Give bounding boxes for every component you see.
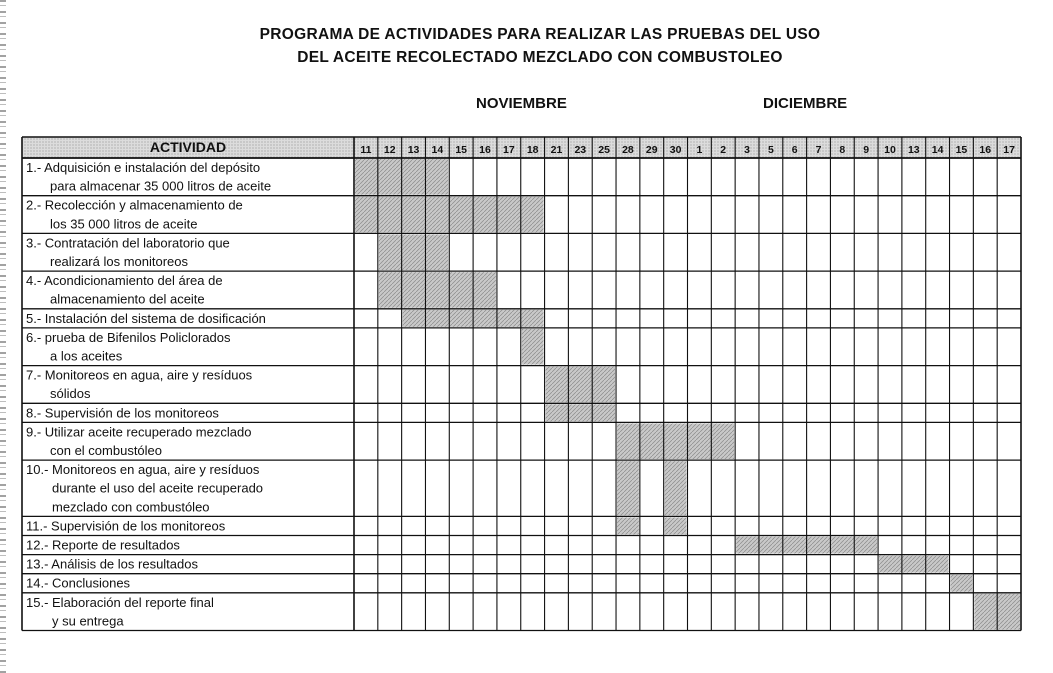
day-header: 8 bbox=[839, 144, 846, 156]
activity-label: 12.- Reporte de resultados bbox=[26, 537, 180, 553]
day-header: 10 bbox=[884, 144, 896, 156]
activity-bar bbox=[617, 517, 639, 534]
day-header: 28 bbox=[622, 144, 634, 156]
activity-label: 6.- prueba de Bifenilos Policlorados bbox=[26, 329, 231, 345]
activity-column-header: ACTIVIDAD bbox=[149, 139, 227, 155]
day-header: 16 bbox=[479, 144, 491, 156]
activity-label-continuation: con el combustóleo bbox=[50, 443, 163, 458]
activity-bar bbox=[546, 404, 615, 421]
day-header: 9 bbox=[863, 144, 870, 156]
activity-label: 14.- Conclusiones bbox=[26, 575, 131, 591]
day-header: 1 bbox=[696, 144, 703, 156]
activity-label: 7.- Monitoreos en agua, aire y resíduos bbox=[26, 367, 253, 383]
activity-label-continuation: y su entrega bbox=[52, 613, 124, 629]
activity-bar bbox=[879, 556, 948, 573]
day-header: 12 bbox=[383, 144, 396, 156]
activity-bar bbox=[379, 234, 448, 270]
activity-label: 4.- Acondicionamiento del área de bbox=[26, 273, 223, 289]
activity-bar bbox=[617, 461, 639, 515]
activity-label: 3.- Contratación del laboratorio que bbox=[26, 235, 230, 251]
activity-bar bbox=[665, 517, 687, 534]
document-title-line-1: PROGRAMA DE ACTIVIDADES PARA REALIZAR LAS PRUEBAS DEL USO bbox=[259, 26, 821, 43]
activity-label-continuation: realizará los monitoreos bbox=[50, 254, 189, 269]
activity-bar bbox=[546, 367, 615, 403]
day-header: 7 bbox=[815, 144, 822, 156]
day-header: 5 bbox=[767, 144, 774, 156]
day-header: 13 bbox=[407, 144, 420, 156]
activity-label-continuation: mezclado con combustóleo bbox=[52, 499, 210, 515]
activity-bar bbox=[665, 461, 687, 515]
day-header: 16 bbox=[979, 144, 992, 156]
day-header: 18 bbox=[526, 144, 539, 156]
day-header: 17 bbox=[502, 144, 515, 156]
day-header: 2 bbox=[720, 144, 727, 156]
day-header: 14 bbox=[931, 144, 944, 156]
day-header: 6 bbox=[791, 144, 798, 156]
day-header: 29 bbox=[645, 144, 658, 156]
month-december: DICIEMBRE bbox=[763, 95, 848, 112]
day-header: 17 bbox=[1003, 144, 1015, 156]
day-header: 13 bbox=[907, 144, 920, 156]
document-title-line-2: DEL ACEITE RECOLECTADO MEZCLADO CON COMBUSTOLEO bbox=[297, 49, 783, 66]
activity-label: 2.- Recolección y almacenamiento de bbox=[26, 197, 243, 213]
month-november: NOVIEMBRE bbox=[476, 95, 567, 112]
activity-label: 9.- Utilizar aceite recuperado mezclado bbox=[26, 424, 252, 440]
day-header: 14 bbox=[431, 144, 444, 156]
activity-label-continuation: para almacenar 35 000 litros de aceite bbox=[50, 178, 272, 194]
activity-label-continuation: sólidos bbox=[50, 386, 91, 402]
day-header: 11 bbox=[360, 144, 372, 156]
day-header: 15 bbox=[955, 144, 968, 156]
day-header: 21 bbox=[550, 144, 563, 156]
day-header: 25 bbox=[598, 144, 610, 156]
activity-label: 13.- Análisis de los resultados bbox=[26, 556, 198, 572]
activity-label: 15.- Elaboración del reporte final bbox=[26, 594, 214, 610]
activity-label: 5.- Instalación del sistema de dosificación bbox=[26, 310, 266, 326]
activity-bar bbox=[951, 575, 973, 592]
day-header: 30 bbox=[669, 144, 682, 156]
activity-label-continuation: a los aceites bbox=[50, 348, 123, 364]
activity-label: 8.- Supervisión de los monitoreos bbox=[26, 405, 219, 421]
day-header: 3 bbox=[744, 144, 750, 156]
activity-label: 11.- Supervisión de los monitoreos bbox=[26, 518, 226, 534]
activity-label: 1.- Adquisición e instalación del depósito bbox=[26, 160, 261, 175]
day-header: 23 bbox=[574, 144, 587, 156]
activity-label-continuation: almacenamiento del aceite bbox=[50, 291, 205, 307]
activity-bar bbox=[522, 329, 544, 365]
activity-label-continuation: durante el uso del aceite recuperado bbox=[52, 480, 264, 496]
activity-label-continuation: los 35 000 litros de aceite bbox=[50, 216, 198, 232]
day-header: 15 bbox=[455, 144, 468, 156]
activity-bar bbox=[379, 272, 496, 308]
activity-bar bbox=[617, 423, 734, 459]
activity-label: 10.- Monitoreos en agua, aire y resíduos bbox=[26, 462, 260, 478]
